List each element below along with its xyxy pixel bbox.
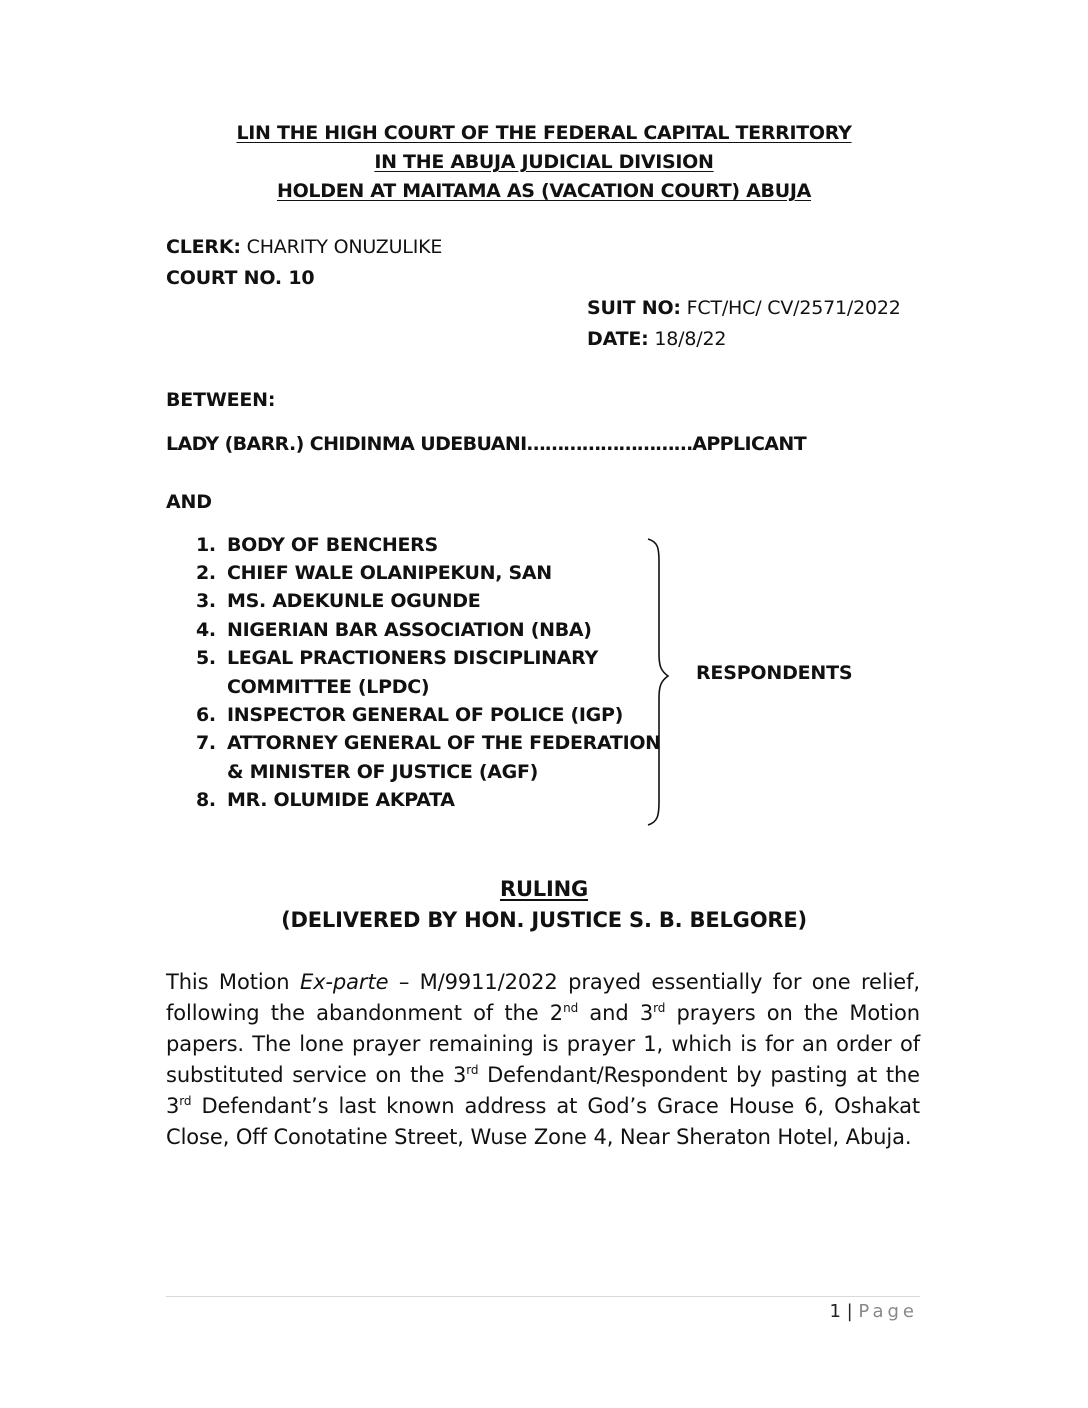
clerk-label: CLERK: — [166, 236, 241, 258]
date-line — [587, 328, 726, 350]
clerk-line — [166, 236, 442, 258]
respondent-item: 5. LEGAL PRACTIONERS DISCIPLINARY — [196, 647, 598, 669]
respondent-item: COMMITTEE (LPDC) — [227, 676, 430, 698]
respondent-item: 2. CHIEF WALE OLANIPEKUN, SAN — [196, 562, 552, 584]
date-label: DATE: — [587, 328, 649, 350]
ruling-subtitle: (DELIVERED BY HON. JUSTICE S. B. BELGORE) — [281, 908, 807, 932]
respondent-item: 6. INSPECTOR GENERAL OF POLICE (IGP) — [196, 704, 623, 726]
respondent-item: 1. BODY OF BENCHERS — [196, 534, 438, 556]
clerk-value: CHARITY ONUZULIKE — [240, 236, 443, 258]
page-number: 1 | Page — [829, 1301, 918, 1322]
respondent-item: 8. MR. OLUMIDE AKPATA — [196, 789, 455, 811]
date-value: 18/8/22 — [648, 328, 727, 350]
respondent-item: 7. ATTORNEY GENERAL OF THE FEDERATION — [196, 732, 661, 754]
and-label: AND — [166, 491, 212, 513]
respondent-item: 3. MS. ADEKUNLE OGUNDE — [196, 590, 481, 612]
applicant-line: LADY (BARR.) CHIDINMA UDEBUANI………………………APPLICANT — [166, 433, 807, 455]
court-division: IN THE ABUJA JUDICIAL DIVISION — [374, 151, 714, 173]
between-label: BETWEEN: — [166, 389, 276, 411]
respondents-label: RESPONDENTS — [696, 662, 853, 684]
court-number: COURT NO. 10 — [166, 267, 315, 289]
suit-value: FCT/HC/ CV/2571/2022 — [680, 297, 901, 319]
suit-line — [587, 297, 901, 319]
suit-label: SUIT NO: — [587, 297, 681, 319]
curly-brace-icon — [640, 536, 680, 828]
court-title: LIN THE HIGH COURT OF THE FEDERAL CAPITAL TERRITORY — [236, 122, 852, 144]
ruling-paragraph: This Motion Ex-parte – M/9911/2022 prayed essentially for one relief, following the abandonment of the 2nd and 3rd prayers on the Motion papers. The lone prayer remaining is prayer 1, which is for an order of substituted service on the 3rd Defendant/Respondent by pasting at the 3rd Defendant’s last known address at God’s Grace House 6, Oshakat Close, Off Conotatine Street, Wuse Zone 4, Near Sheraton Hotel, Abuja. — [166, 970, 921, 1149]
respondent-item: & MINISTER OF JUSTICE (AGF) — [227, 761, 539, 783]
respondent-item: 4. NIGERIAN BAR ASSOCIATION (NBA) — [196, 619, 592, 641]
court-holden: HOLDEN AT MAITAMA AS (VACATION COURT) ABUJA — [276, 180, 812, 202]
ruling-title: RULING — [499, 877, 589, 901]
footer-divider — [166, 1296, 920, 1297]
